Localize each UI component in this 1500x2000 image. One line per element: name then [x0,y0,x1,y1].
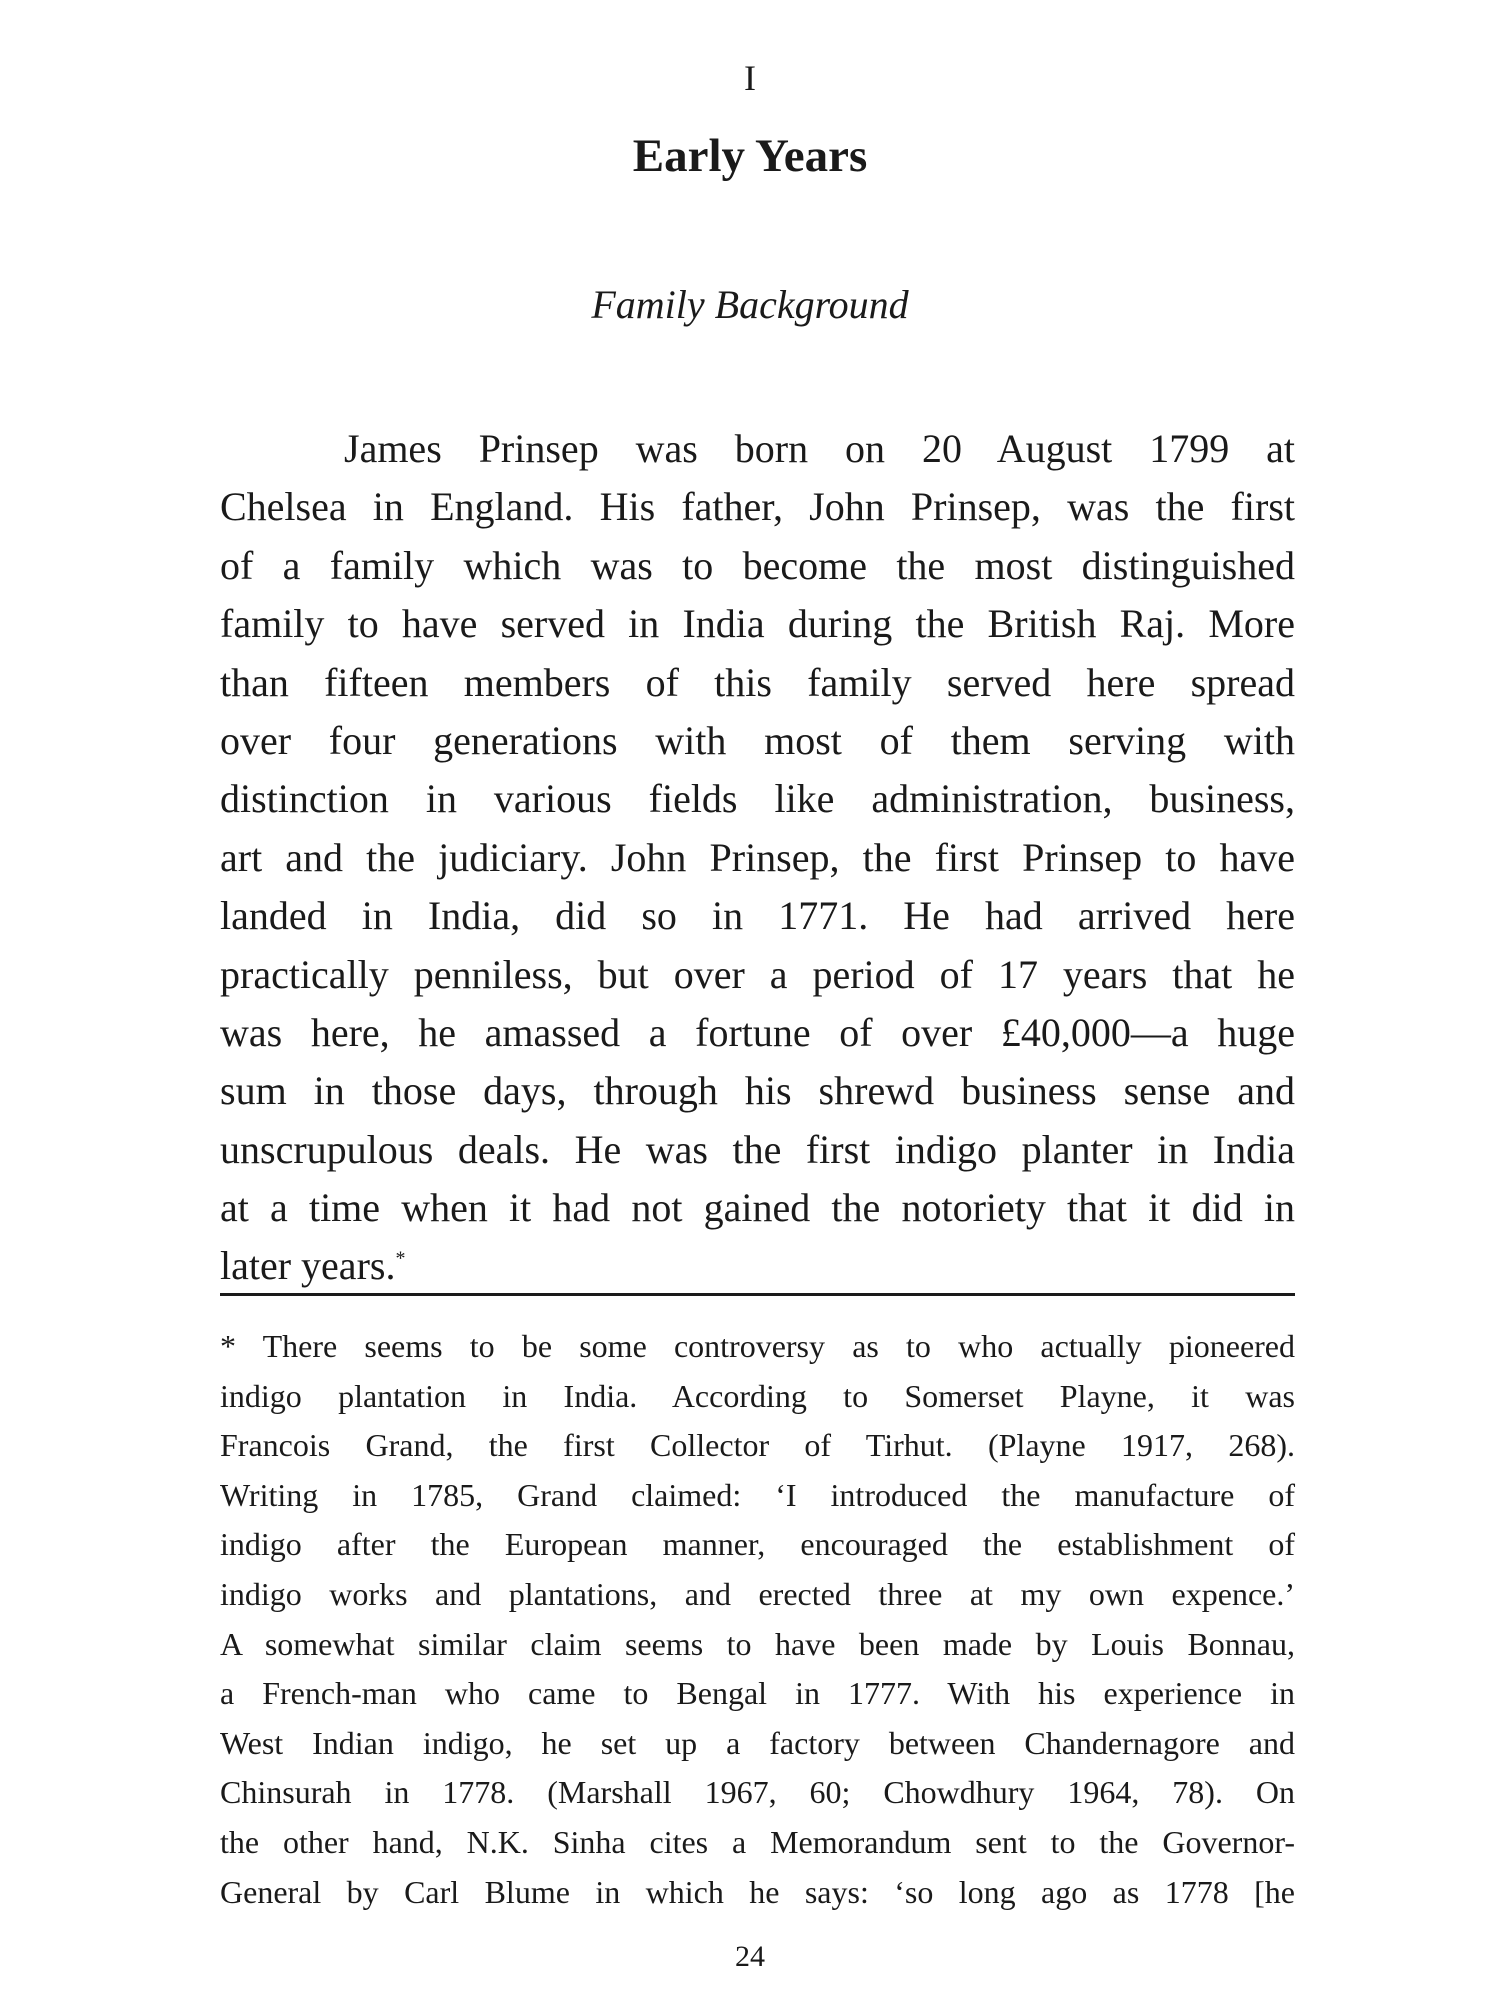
footnote-line: Chinsurah in 1778. (Marshall 1967, 60; Chowdhury 1964, 78). On [220,1774,1295,1811]
footnote-line: indigo works and plantations, and erected three at my own expence.’ [220,1575,1295,1612]
body-line: landed in India, did so in 1771. He had arrived here [220,893,1295,939]
body-line-last [220,1237,1295,1295]
footnote-line: the other hand, N.K. Sinha cites a Memorandum sent to the Governor- [220,1823,1295,1860]
body-line: art and the judiciary. John Prinsep, the first Prinsep to have [220,834,1295,880]
body-line-text: later years. [220,1243,396,1289]
footnote-marker[interactable]: * [395,1248,406,1271]
footnote-line: a French-man who came to Bengal in 1777. With his experience in [220,1675,1295,1712]
body-line: at a time when it had not gained the notoriety that it did in [220,1185,1295,1231]
body-line: family to have served in India during the British Raj. More [220,601,1295,647]
chapter-number: I [744,58,756,98]
footnote-line: A somewhat similar claim seems to have been made by Louis Bonnau, [220,1625,1295,1662]
footnote [220,1322,1295,1917]
footnote-line: Writing in 1785, Grand claimed: ‘I introduced the manufacture of [220,1476,1295,1513]
body-line: of a family which was to become the most distinguished [220,542,1295,588]
body-line: over four generations with most of them serving with [220,717,1295,763]
footnote-line: Francois Grand, the first Collector of Tirhut. (Playne 1917, 268). [220,1427,1295,1464]
body-line: than fifteen members of this family served here spread [220,659,1295,705]
footnote-line: * There seems to be some controversy as to who actually pioneered [220,1328,1295,1364]
footnote-line: indigo plantation in India. According to Somerset Playne, it was [220,1377,1295,1414]
body-line: Chelsea in England. His father, John Prinsep, was the first [220,484,1295,530]
footnote-line: West Indian indigo, he set up a factory between Chandernagore and [220,1724,1295,1761]
chapter-title: Early Years [632,130,868,182]
body-paragraph [220,420,1295,1296]
section-title: Family Background [591,282,909,327]
body-line: sum in those days, through his shrewd business sense and [220,1068,1295,1114]
body-line: James Prinsep was born on 20 August 1799 at [344,426,1295,471]
footnote-line: General by Carl Blume in which he says: ‘so long ago as 1778 [he [220,1873,1295,1910]
body-line: distinction in various fields like administration, business, [220,776,1295,822]
body-line: unscrupulous deals. He was the first indigo planter in India [220,1126,1295,1172]
footnote-divider [220,1293,1295,1296]
body-line: was here, he amassed a fortune of over £40,000—a huge [220,1009,1295,1055]
page-number: 24 [735,1940,765,1973]
body-line: practically penniless, but over a period of 17 years that he [220,951,1295,997]
footnote-line: indigo after the European manner, encouraged the establishment of [220,1526,1295,1563]
